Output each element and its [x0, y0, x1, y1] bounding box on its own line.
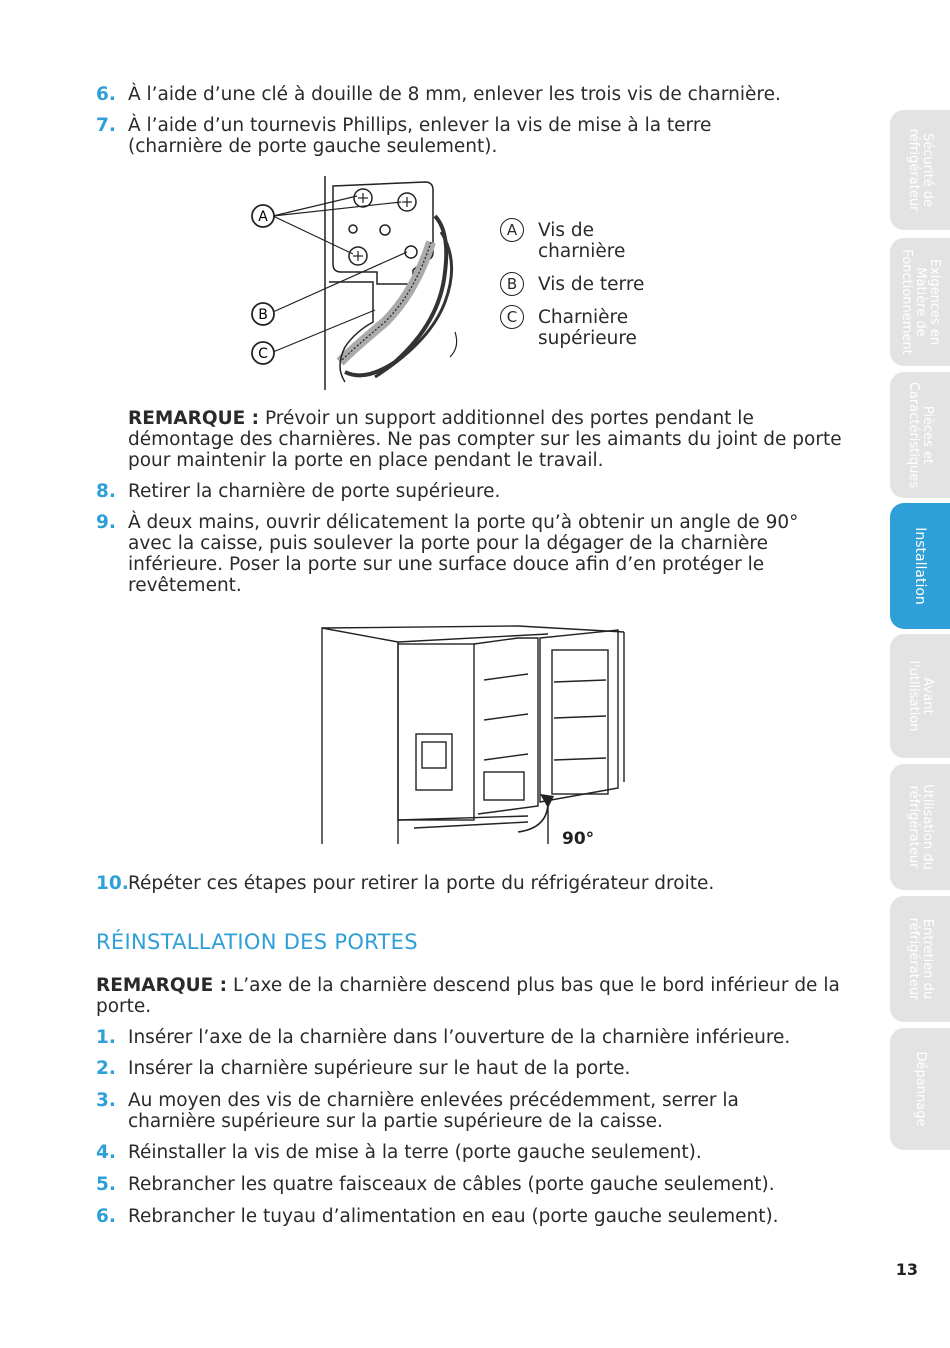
tab-depannage[interactable]	[890, 1028, 950, 1150]
step-text: Retirer la charnière de porte supérieure.	[128, 481, 501, 502]
callout-c: C	[258, 346, 268, 362]
legend-letter: A	[500, 218, 524, 242]
step-text: Rebrancher le tuyau d’alimentation en eau (porte gauche seulement).	[128, 1206, 779, 1227]
step-text: À l’aide d’un tournevis Phillips, enlever la vis de mise à la terre (charnière de porte gauche seulement).	[128, 115, 712, 157]
step-number: 9.	[96, 512, 116, 533]
tab-label: Utilisation du réfrigérateur	[906, 784, 935, 870]
figure-legend	[500, 220, 680, 361]
step-text: Au moyen des vis de charnière enlevées précédemment, serrer la charnière supérieure sur la partie supérieure de la caisse.	[128, 1090, 739, 1132]
reinstall-step-6	[96, 1206, 846, 1227]
step-number: 1.	[96, 1027, 116, 1048]
tab-label: Installation	[912, 527, 928, 605]
tab-avant-utilisation[interactable]	[890, 634, 950, 758]
note-remarque-1	[128, 408, 844, 471]
reinstall-step-4	[96, 1142, 846, 1163]
tab-exigences[interactable]	[890, 238, 950, 366]
step-number: 5.	[96, 1174, 116, 1195]
reinstall-step-5	[96, 1174, 846, 1195]
legend-text: Charnière supérieure	[538, 307, 637, 349]
note-text: L’axe de la charnière descend plus bas que le bord inférieur de la porte.	[96, 975, 840, 1017]
reinstall-step-3	[96, 1090, 846, 1132]
legend-letter: B	[500, 272, 524, 296]
step-number: 2.	[96, 1058, 116, 1079]
step-8	[96, 481, 846, 502]
legend-item-b	[500, 274, 680, 295]
tab-entretien[interactable]	[890, 896, 950, 1022]
reinstall-step-1	[96, 1027, 846, 1048]
step-number: 8.	[96, 481, 116, 502]
tab-pieces[interactable]	[890, 372, 950, 498]
tab-label: Sécurité de réfrigérateur	[906, 128, 935, 212]
note-label: REMARQUE :	[96, 975, 228, 996]
step-number: 6.	[96, 1206, 116, 1227]
fridge-door-open-diagram	[318, 622, 630, 850]
step-number: 10.	[96, 873, 129, 894]
step-text: Répéter ces étapes pour retirer la porte du réfrigérateur droite.	[128, 873, 715, 894]
step-6	[96, 84, 846, 105]
angle-label: 90°	[562, 829, 595, 849]
callout-a: A	[258, 209, 268, 225]
step-9	[96, 512, 846, 596]
section-heading: RÉINSTALLATION DES PORTES	[96, 930, 418, 954]
step-text: Insérer l’axe de la charnière dans l’ouverture de la charnière inférieure.	[128, 1027, 791, 1048]
tab-securite[interactable]	[890, 110, 950, 230]
tab-label: Pièces et Caractéristiques	[906, 381, 935, 489]
callout-b: B	[258, 307, 268, 323]
step-text: À l’aide d’une clé à douille de 8 mm, enlever les trois vis de charnière.	[128, 84, 781, 105]
legend-text: Vis de charnière	[538, 220, 626, 262]
step-number: 4.	[96, 1142, 116, 1163]
step-number: 7.	[96, 115, 116, 136]
step-10	[96, 873, 846, 894]
step-text: Réinstaller la vis de mise à la terre (porte gauche seulement).	[128, 1142, 702, 1163]
legend-letter: C	[500, 305, 524, 329]
step-7	[96, 115, 846, 157]
tab-utilisation[interactable]	[890, 764, 950, 890]
legend-item-c	[500, 307, 680, 349]
page-number: 13	[895, 1260, 918, 1279]
note-remarque-2	[96, 975, 844, 1017]
tab-label: Dépannage	[913, 1051, 928, 1127]
tab-label: Entretien du réfrigérateur	[906, 917, 935, 1001]
step-text: À deux mains, ouvrir délicatement la porte qu’à obtenir un angle de 90° avec la caisse, puis soulever la porte pour la dégager de la charnière inférieure. Poser la porte sur une surface douce afin d’en protéger le revêtement.	[128, 512, 799, 596]
tab-label: Exigences en Matière de Fonctionnement	[899, 249, 942, 355]
tab-installation[interactable]	[890, 503, 950, 629]
note-text: Prévoir un support additionnel des portes pendant le démontage des charnières. Ne pas compter sur les aimants du joint de porte pour maintenir la porte en place pendant le travail.	[128, 408, 842, 471]
step-number: 6.	[96, 84, 116, 105]
legend-text: Vis de terre	[538, 274, 645, 295]
hinge-diagram	[245, 172, 475, 394]
step-text: Rebrancher les quatre faisceaux de câbles (porte gauche seulement).	[128, 1174, 775, 1195]
reinstall-step-2	[96, 1058, 846, 1079]
step-text: Insérer la charnière supérieure sur le haut de la porte.	[128, 1058, 631, 1079]
tab-label: Avant l'utilisation	[906, 660, 935, 732]
legend-item-a	[500, 220, 680, 262]
step-number: 3.	[96, 1090, 116, 1111]
note-label: REMARQUE :	[128, 408, 260, 429]
